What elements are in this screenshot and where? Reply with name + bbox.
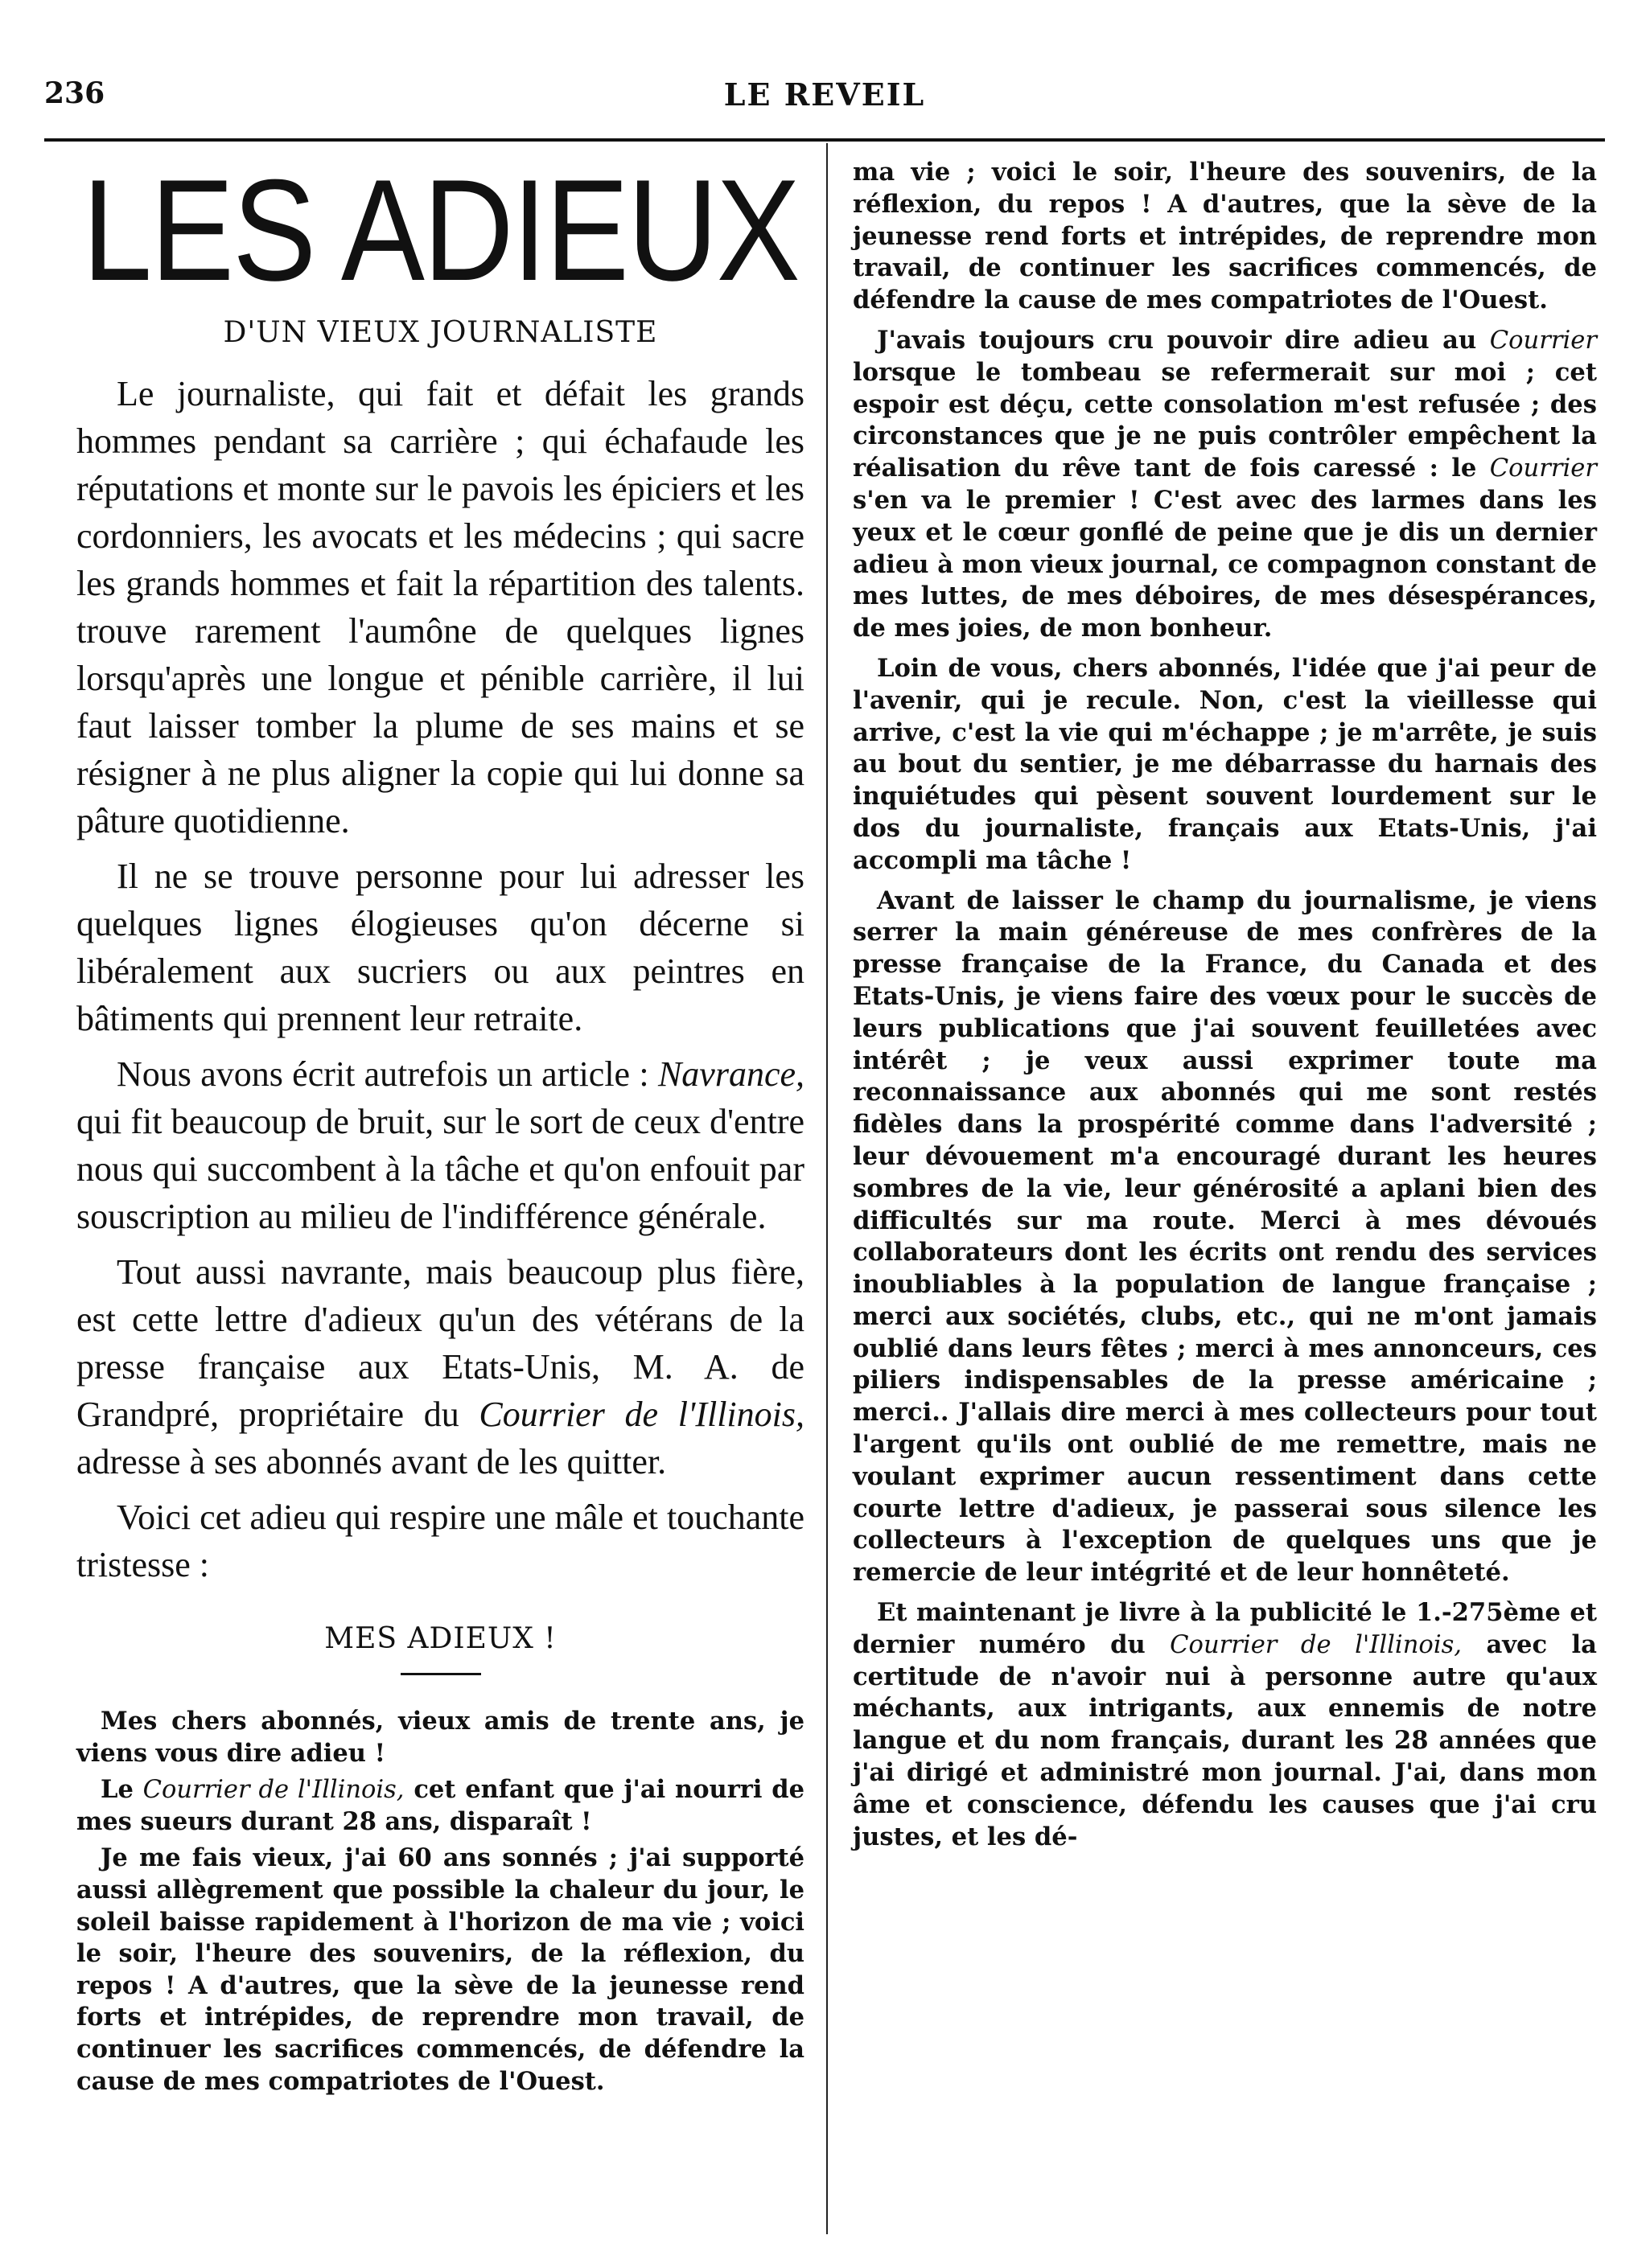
letter-paragraph: Je me fais vieux, j'ai 60 ans sonnés ; j'ai supporté aussi allègrement que possible la chaleur du jour, le soleil baisse rapidement à l'horizon de ma vie ; voici le soir, l'heure des souvenirs, de la réflexion, du repos ! A d'autres, que la sève de la jeunesse rend forts et intrépides, de reprendre mon travail, de continuer les sacrifices commencés, de défendre la cause de mes compatriotes de l'Ouest. <box>76 1843 804 2096</box>
letter-paragraph: Mes chers abonnés, vieux amis de trente ans, je viens vous dire adieu ! <box>76 1707 804 1768</box>
section-dash <box>401 1673 481 1675</box>
page-header <box>44 76 1605 125</box>
letter-paragraph: Loin de vous, chers abonnés, l'idée que j'ai peur de l'avenir, qui je recule. Non, c'est la vieillesse qui arrive, c'est la vie qui m'échappe ; je m'arrête, je suis au bout du sentier, je me débarrasse du harnais des inquiétudes qui pèsent souvent lourdement sur le dos du journaliste, français aux Etats-Unis, j'ai accompli ma tâche ! <box>853 653 1597 875</box>
column-divider <box>826 143 828 2234</box>
running-title: LE REVEIL <box>723 76 926 113</box>
left-column <box>76 150 804 2096</box>
header-rule <box>44 138 1605 142</box>
page-number: 236 <box>44 76 105 110</box>
article-subtitle: D'UN VIEUX JOURNALISTE <box>223 316 658 349</box>
intro-paragraph: Il ne se trouve personne pour lui adresser les quelques lignes élogieuses qu'on décerne si libéralement aux sucriers ou aux peintres en bâtiments qui prennent leur retraite. <box>76 857 804 1038</box>
intro-paragraph: Le journaliste, qui fait et défait les grands hommes pendant sa carrière ; qui échafaude les réputations et monte sur le pavois les épiciers et les cordonniers, les avocats et les médecins ; qui sacre les grands hommes et fait la répartition des talents. trouve rarement l'aumône de quelques lignes lorsqu'après une longue et pénible carrière, il lui faut laisser tomber la plume de ses mains et se résigner à ne plus aligner la copie qui lui donne sa pâture quotidienne. <box>76 374 804 840</box>
letter-heading: MES ADIEUX ! <box>324 1622 557 1655</box>
right-column <box>853 157 1597 1861</box>
article-title: LES ADIEUX <box>82 150 799 312</box>
letter-paragraph: J'avais toujours cru pouvoir dire adieu au Courrier lorsque le tombeau se refermerait sur moi ; cet espoir est déçu, cette consolation m'est refusée ; des circonstances que je ne puis contrôler empêchent la réalisation du rêve tant de fois caressé : le Courrier s'en va le premier ! C'est avec des larmes dans les yeux et le cœur gonflé de peine que je dis un dernier adieu à mon vieux journal, ce compagnon constant de mes luttes, de mes déboires, de mes désespérances, de mes joies, de mon bonheur. <box>853 325 1597 643</box>
letter-paragraph: Avant de laisser le champ du journalisme, je viens serrer la main généreuse de mes confrères de la presse française de la France, du Canada et des Etats-Unis, je viens faire des vœux pour le succès de leurs publications que j'ai souvent feuilletées avec intérêt ; je veux aussi exprimer toute ma reconnaissance aux abonnés qui me sont restés fidèles dans la prospérité comme dans l'adversité ; leur dévouement m'a encouragé durant les heures sombres de la vie, leur générosité a aplani bien des difficultés sur ma route. Merci à mes dévoués collaborateurs dont les écrits ont rendu des services inoubliables à la population de langue française ; merci aux sociétés, clubs, etc., qui ne m'ont jamais oublié dans leurs fêtes ; merci à mes annonceurs, ces piliers indispensables de la presse américaine ; merci.. J'allais dire merci à mes collecteurs pour tout l'argent qu'ils ont oublié de me remettre, mais ne voulant exprimer aucun ressentiment dans cette courte lettre d'adieux, je passerai sous silence les collecteurs à l'exception de quelques uns que je remercie de leur intégrité et de leur honnêteté. <box>853 885 1597 1588</box>
letter-paragraph-continued: ma vie ; voici le soir, l'heure des souvenirs, de la réflexion, du repos ! A d'autres, que la sève de la jeunesse rend forts et intrépides, de reprendre mon travail, de continuer les sacrifices commencés, de défendre la cause de mes compatriotes de l'Ouest. <box>853 158 1597 315</box>
intro-paragraph: Nous avons écrit autrefois un article : Navrance, qui fit beaucoup de bruit, sur le sort de ceux d'entre nous qui succombent à la tâche et qu'on enfouit par souscription au milieu de l'indifférence générale. <box>76 1054 804 1236</box>
letter-paragraph: Le Courrier de l'Illinois, cet enfant que j'ai nourri de mes sueurs durant 28 ans, disparaît ! <box>76 1775 804 1836</box>
intro-paragraph: Voici cet adieu qui respire une mâle et touchante tristesse : <box>76 1498 804 1584</box>
letter-paragraph: Et maintenant je livre à la publicité le 1.-275ème et dernier numéro du Courrier de l'Illinois, avec la certitude de n'avoir nui à personne autre qu'aux méchants, aux intrigants, aux ennemis de notre langue et du nom français, durant les 28 années que j'ai dirigé et administré mon journal. J'ai, dans mon âme et conscience, défendu les causes que j'ai cru justes, et les dé- <box>853 1598 1597 1851</box>
intro-paragraph: Tout aussi navrante, mais beaucoup plus fière, est cette lettre d'adieux qu'un des vétérans de la presse française aux Etats-Unis, M. A. de Grandpré, propriétaire du Courrier de l'Illinois, adresse à ses abonnés avant de les quitter. <box>76 1252 804 1481</box>
